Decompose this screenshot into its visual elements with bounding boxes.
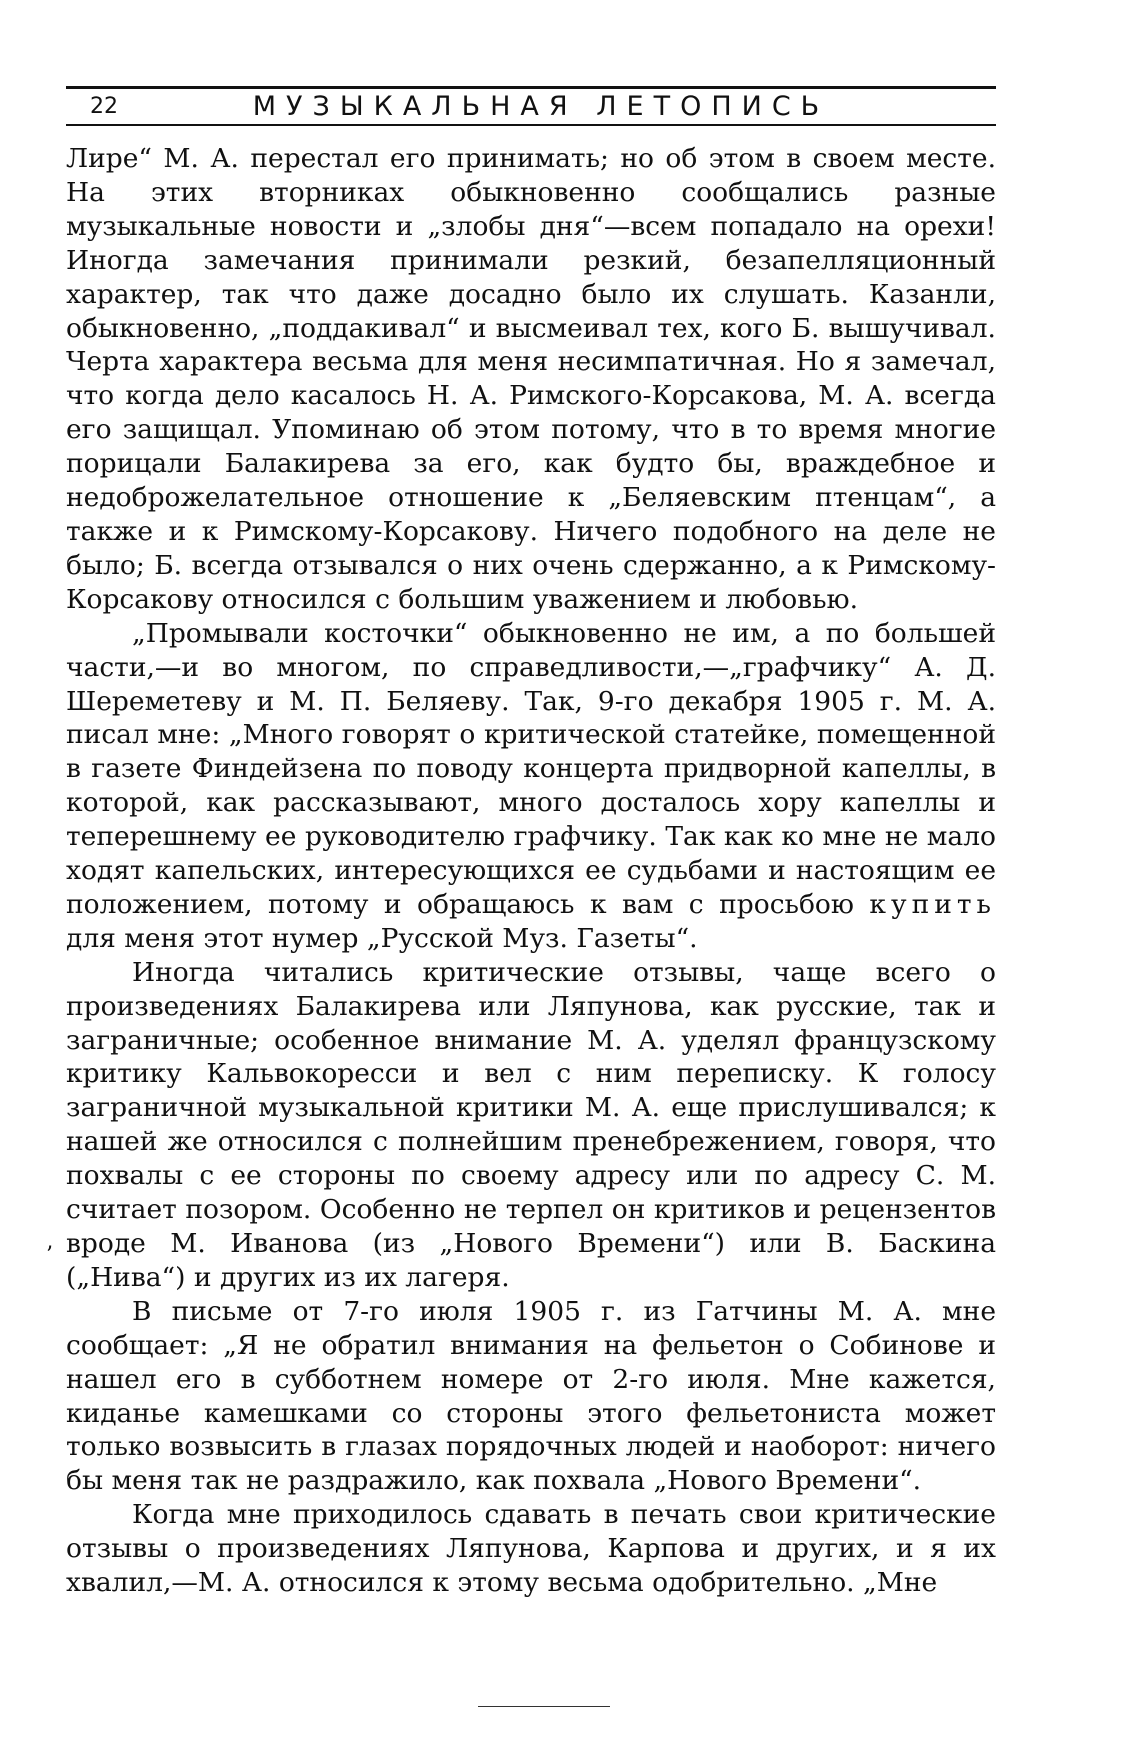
journal-title: МУЗЫКАЛЬНАЯ ЛЕТОПИСЬ bbox=[252, 91, 830, 122]
page-number: 22 bbox=[90, 94, 118, 119]
footer-rule bbox=[478, 1706, 610, 1707]
paragraph-2 bbox=[66, 617, 996, 956]
paragraph-1: Лире“ М. А. перестал его принимать; но об этом в своем месте. На этих вторниках обыкновенно сообщались разные музыкальные новости и „злобы дня“—всем попадало на орехи! Иногда замечания принимали резкий, безапелляционный характер, так что даже досадно было их слушать. Казанли, обыкновенно, „поддакивал“ и высмеивал тех, кого Б. вышучивал. Черта характера весьма для меня несимпатичная. Но я замечал, что когда дело касалось Н. А. Римского-Корсакова, М. А. всегда его защищал. Упоминаю об этом потому, что в то время многие порицали Балакирева за его, как будто бы, враждебное и недоброжелательное отношение к „Беляевским птенцам“, а также и к Римскому-Корсакову. Ничего подобного на деле не было; Б. всегда отзывался о них очень сдержанно, а к Римскому-Корсакову относился с большим уважением и любовью. bbox=[66, 143, 996, 615]
paragraph-3: Иногда читались критические отзывы, чаще всего о произведениях Балакирева или Ляпунова, как русские, так и заграничные; особенное внимание М. А. уделял французскому критику Кальвокоресси и вел с ним переписку. К голосу заграничной музыкальной критики М. А. еще прислушивался; к нашей же относился с полнейшим пренебрежением, говоря, что похвалы с ее стороны по своему адресу или по адресу С. М. считает позором. Особенно не терпел он критиков и рецензентов вроде М. Иванова (из „Нового Времени“) или В. Баскина („Нива“) и других из их лагеря. bbox=[66, 956, 996, 1293]
paragraph-2-emphasis: купить bbox=[869, 888, 996, 920]
header-rule-bottom bbox=[66, 124, 996, 126]
margin-mark: ’ bbox=[46, 1243, 53, 1268]
body-text bbox=[66, 142, 996, 1600]
running-head bbox=[66, 92, 996, 126]
paragraph-5: Когда мне приходилось сдавать в печать свои критические отзывы о произведениях Ляпунова, Карпова и других, и я их хвалил,—М. А. относился к этому весьма одобрительно. „Мне bbox=[66, 1499, 996, 1599]
paragraph-2-text-b: для меня этот нумер „Русской Муз. Газеты“. bbox=[66, 922, 698, 954]
paragraph-2-text-a: „Промывали косточки“ обыкновенно не им, а по большей части,—и во многом, по справедливости,—„графчику“ А. Д. Шереметеву и М. П. Беляеву. Так, 9-го декабря 1905 г. М. А. писал мне: „Много говорят о критической статейке, помещенной в газете Финдейзена по поводу концерта придворной капеллы, в которой, как рассказывают, много досталось хору капеллы и теперешнему ее руководителю графчику. Так как ко мне не мало ходят капельских, интересующихся ее судьбами и настоящим ее положением, потому и обращаюсь к вам с просьбою bbox=[66, 617, 996, 920]
paragraph-4: В письме от 7-го июля 1905 г. из Гатчины М. А. мне сообщает: „Я не обратил внимания на фельетон о Собинове и нашел его в субботнем номере от 2-го июля. Мне кажется, киданье камешками со стороны этого фельетониста может только возвысить в глазах порядочных людей и наоборот: ничего бы меня так не раздражило, как похвала „Нового Времени“. bbox=[66, 1295, 996, 1497]
header-rule-top bbox=[66, 86, 996, 89]
